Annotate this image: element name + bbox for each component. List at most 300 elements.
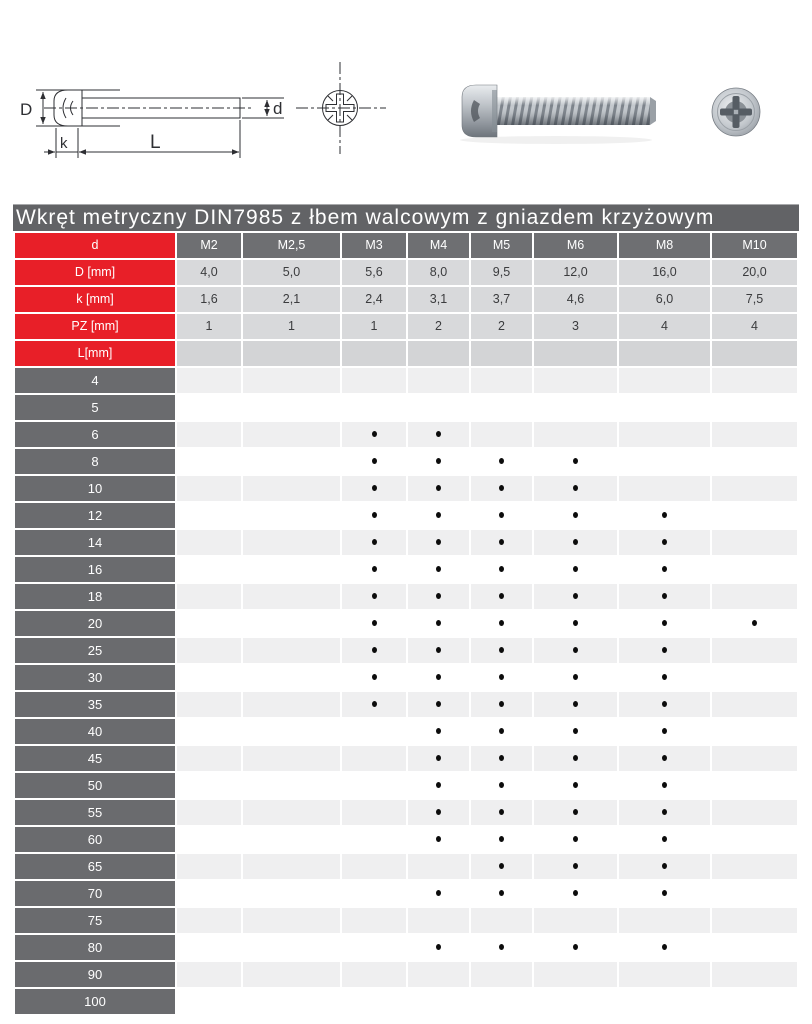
availability-dot [436, 539, 441, 545]
availability-cell [243, 449, 340, 474]
spec-row [15, 287, 797, 312]
availability-dot [573, 728, 578, 734]
availability-cell [712, 503, 797, 528]
header-d-label: d [15, 233, 175, 258]
availability-dot [499, 809, 504, 815]
availability-dot [436, 782, 441, 788]
column-header: M4 [408, 233, 469, 258]
availability-dot [499, 512, 504, 518]
availability-cell [534, 611, 617, 636]
spec-value-cell: 3,1 [408, 287, 469, 312]
length-label: 50 [15, 773, 175, 798]
column-header: M5 [471, 233, 532, 258]
availability-dot [436, 809, 441, 815]
product-photo [460, 85, 760, 144]
availability-cell [243, 746, 340, 771]
length-label: 25 [15, 638, 175, 663]
availability-cell [471, 638, 532, 663]
availability-dot [662, 701, 667, 707]
availability-dot [436, 674, 441, 680]
availability-dot [372, 431, 377, 437]
column-header: M2,5 [243, 233, 340, 258]
availability-cell [534, 908, 617, 933]
length-label: 6 [15, 422, 175, 447]
length-label: 90 [15, 962, 175, 987]
availability-dot [499, 836, 504, 842]
column-header: M6 [534, 233, 617, 258]
availability-dot [499, 890, 504, 896]
availability-cell [534, 449, 617, 474]
availability-cell [243, 530, 340, 555]
availability-dot [436, 566, 441, 572]
availability-dot [573, 485, 578, 491]
availability-cell [534, 773, 617, 798]
availability-cell [471, 449, 532, 474]
availability-cell [471, 908, 532, 933]
availability-cell [619, 503, 710, 528]
availability-cell [408, 503, 469, 528]
length-row [15, 503, 797, 528]
length-header-row [15, 341, 797, 366]
column-header: M3 [342, 233, 406, 258]
length-header-cell [243, 341, 340, 366]
availability-cell [342, 854, 406, 879]
size-table-section [0, 204, 812, 1016]
availability-cell [408, 692, 469, 717]
availability-cell [619, 881, 710, 906]
length-row [15, 530, 797, 555]
availability-cell [177, 584, 241, 609]
spec-value-cell: 3 [534, 314, 617, 339]
availability-dot [573, 863, 578, 869]
availability-cell [342, 476, 406, 501]
availability-dot [436, 701, 441, 707]
length-row [15, 611, 797, 636]
length-label: 70 [15, 881, 175, 906]
availability-cell [342, 368, 406, 393]
availability-cell [177, 881, 241, 906]
availability-cell [342, 746, 406, 771]
length-row [15, 773, 797, 798]
availability-cell [471, 692, 532, 717]
length-row [15, 854, 797, 879]
availability-dot [573, 836, 578, 842]
length-row [15, 962, 797, 987]
availability-cell [534, 962, 617, 987]
spec-row-label: PZ [mm] [15, 314, 175, 339]
length-row [15, 989, 797, 1014]
availability-cell [342, 962, 406, 987]
length-label: 14 [15, 530, 175, 555]
availability-dot [662, 566, 667, 572]
availability-dot [372, 647, 377, 653]
availability-dot [499, 485, 504, 491]
availability-cell [243, 368, 340, 393]
availability-cell [619, 638, 710, 663]
availability-cell [243, 611, 340, 636]
length-label: 45 [15, 746, 175, 771]
dim-label-d: d [273, 99, 283, 118]
availability-cell [534, 665, 617, 690]
length-label: 65 [15, 854, 175, 879]
length-label: 4 [15, 368, 175, 393]
availability-cell [177, 557, 241, 582]
availability-cell [534, 638, 617, 663]
availability-cell [712, 854, 797, 879]
dimension-k [44, 128, 78, 158]
availability-cell [534, 827, 617, 852]
size-header-row [15, 233, 797, 258]
availability-cell [619, 611, 710, 636]
length-label: 10 [15, 476, 175, 501]
availability-cell [712, 395, 797, 420]
availability-cell [342, 395, 406, 420]
availability-cell [408, 557, 469, 582]
availability-dot [499, 728, 504, 734]
length-label: 35 [15, 692, 175, 717]
availability-cell [619, 854, 710, 879]
spec-value-cell: 3,7 [471, 287, 532, 312]
availability-cell [534, 368, 617, 393]
availability-cell [471, 503, 532, 528]
length-row [15, 557, 797, 582]
availability-cell [534, 395, 617, 420]
length-label: 60 [15, 827, 175, 852]
length-header-cell [534, 341, 617, 366]
availability-cell [408, 854, 469, 879]
availability-cell [243, 800, 340, 825]
length-row [15, 476, 797, 501]
availability-cell [408, 719, 469, 744]
availability-cell [177, 611, 241, 636]
length-label: 75 [15, 908, 175, 933]
spec-value-cell: 6,0 [619, 287, 710, 312]
availability-dot [662, 674, 667, 680]
availability-cell [619, 962, 710, 987]
availability-cell [243, 665, 340, 690]
availability-cell [408, 746, 469, 771]
photo-screw-head-on [712, 88, 760, 136]
availability-dot [499, 566, 504, 572]
availability-cell [177, 395, 241, 420]
availability-dot [662, 593, 667, 599]
length-label: 16 [15, 557, 175, 582]
availability-cell [471, 395, 532, 420]
availability-cell [534, 935, 617, 960]
availability-cell [177, 962, 241, 987]
availability-cell [177, 692, 241, 717]
availability-cell [619, 422, 710, 447]
availability-cell [243, 827, 340, 852]
availability-dot [662, 836, 667, 842]
availability-cell [534, 746, 617, 771]
spec-row [15, 314, 797, 339]
availability-dot [752, 620, 757, 626]
length-row [15, 827, 797, 852]
availability-cell [619, 557, 710, 582]
availability-cell [342, 800, 406, 825]
availability-cell [408, 611, 469, 636]
availability-cell [177, 935, 241, 960]
availability-cell [534, 422, 617, 447]
spec-row-label: k [mm] [15, 287, 175, 312]
length-row [15, 908, 797, 933]
length-row [15, 638, 797, 663]
availability-cell [712, 611, 797, 636]
availability-cell [471, 854, 532, 879]
dim-label-k: k [60, 135, 68, 152]
availability-dot [372, 593, 377, 599]
availability-cell [408, 476, 469, 501]
availability-cell [408, 422, 469, 447]
availability-dot [662, 647, 667, 653]
availability-cell [712, 665, 797, 690]
availability-dot [573, 647, 578, 653]
spec-value-cell: 16,0 [619, 260, 710, 285]
length-row [15, 449, 797, 474]
availability-cell [471, 557, 532, 582]
availability-dot [499, 782, 504, 788]
availability-cell [177, 719, 241, 744]
length-label: 40 [15, 719, 175, 744]
availability-cell [619, 827, 710, 852]
length-label: 55 [15, 800, 175, 825]
availability-dot [573, 566, 578, 572]
availability-dot [662, 809, 667, 815]
availability-dot [662, 539, 667, 545]
spec-value-cell: 2 [471, 314, 532, 339]
availability-cell [408, 935, 469, 960]
availability-cell [243, 503, 340, 528]
availability-cell [619, 692, 710, 717]
availability-cell [712, 746, 797, 771]
length-row [15, 422, 797, 447]
availability-dot [372, 485, 377, 491]
availability-cell [619, 908, 710, 933]
spec-value-cell: 1 [177, 314, 241, 339]
availability-cell [177, 530, 241, 555]
length-row [15, 665, 797, 690]
availability-cell [712, 719, 797, 744]
length-label: 12 [15, 503, 175, 528]
availability-dot [436, 485, 441, 491]
availability-cell [177, 827, 241, 852]
availability-cell [534, 503, 617, 528]
availability-cell [243, 638, 340, 663]
spec-value-cell: 4,0 [177, 260, 241, 285]
availability-cell [408, 665, 469, 690]
availability-dot [499, 620, 504, 626]
length-label: 18 [15, 584, 175, 609]
availability-cell [471, 962, 532, 987]
length-row [15, 692, 797, 717]
availability-cell [342, 692, 406, 717]
spec-value-cell: 5,6 [342, 260, 406, 285]
spec-row [15, 260, 797, 285]
availability-dot [662, 863, 667, 869]
availability-cell [712, 827, 797, 852]
availability-cell [177, 908, 241, 933]
dim-label-L: L [150, 132, 161, 153]
availability-cell [243, 854, 340, 879]
availability-dot [499, 539, 504, 545]
availability-cell [177, 773, 241, 798]
spec-value-cell: 2,4 [342, 287, 406, 312]
availability-dot [499, 863, 504, 869]
availability-cell [177, 854, 241, 879]
availability-cell [534, 692, 617, 717]
availability-cell [712, 368, 797, 393]
availability-cell [243, 962, 340, 987]
availability-cell [408, 989, 469, 1014]
availability-cell [177, 368, 241, 393]
availability-cell [342, 422, 406, 447]
availability-cell [471, 746, 532, 771]
length-row [15, 368, 797, 393]
availability-cell [534, 989, 617, 1014]
spec-value-cell: 1,6 [177, 287, 241, 312]
availability-cell [342, 611, 406, 636]
availability-dot [436, 512, 441, 518]
availability-cell [471, 881, 532, 906]
length-row [15, 800, 797, 825]
photo-screw-side [460, 85, 656, 144]
availability-dot [662, 512, 667, 518]
availability-cell [408, 881, 469, 906]
availability-cell [243, 584, 340, 609]
length-label: 80 [15, 935, 175, 960]
availability-dot [662, 620, 667, 626]
availability-cell [619, 800, 710, 825]
spec-row-label: D [mm] [15, 260, 175, 285]
spec-value-cell: 9,5 [471, 260, 532, 285]
availability-dot [436, 728, 441, 734]
availability-cell [177, 746, 241, 771]
column-header: M8 [619, 233, 710, 258]
availability-cell [243, 989, 340, 1014]
availability-dot [436, 944, 441, 950]
availability-dot [573, 809, 578, 815]
availability-cell [342, 989, 406, 1014]
dim-label-D: D [20, 100, 33, 119]
availability-cell [243, 935, 340, 960]
availability-dot [436, 890, 441, 896]
spec-value-cell: 2 [408, 314, 469, 339]
length-rows [15, 368, 797, 1014]
availability-cell [534, 881, 617, 906]
availability-dot [573, 701, 578, 707]
availability-dot [662, 890, 667, 896]
availability-cell [342, 503, 406, 528]
length-header-cell [408, 341, 469, 366]
availability-cell [619, 665, 710, 690]
availability-cell [342, 908, 406, 933]
availability-dot [436, 458, 441, 464]
top-graphics-svg [0, 0, 812, 204]
spec-rows [15, 260, 797, 339]
availability-cell [342, 584, 406, 609]
availability-cell [342, 530, 406, 555]
availability-dot [499, 593, 504, 599]
availability-cell [534, 530, 617, 555]
column-header: M2 [177, 233, 241, 258]
availability-cell [712, 530, 797, 555]
availability-cell [471, 665, 532, 690]
length-header-cell [712, 341, 797, 366]
length-header-label: L[mm] [15, 341, 175, 366]
availability-cell [342, 638, 406, 663]
availability-dot [372, 458, 377, 464]
availability-dot [372, 620, 377, 626]
availability-cell [534, 854, 617, 879]
length-header-body [15, 341, 797, 366]
availability-cell [619, 719, 710, 744]
availability-cell [712, 773, 797, 798]
length-header-cell [177, 341, 241, 366]
availability-cell [408, 962, 469, 987]
availability-cell [243, 557, 340, 582]
availability-cell [619, 449, 710, 474]
availability-cell [342, 827, 406, 852]
availability-dot [662, 755, 667, 761]
length-header-cell [619, 341, 710, 366]
availability-cell [342, 773, 406, 798]
availability-cell [534, 584, 617, 609]
availability-dot [436, 647, 441, 653]
availability-dot [372, 566, 377, 572]
availability-cell [471, 584, 532, 609]
availability-cell [712, 800, 797, 825]
technical-drawing [20, 62, 386, 158]
availability-cell [177, 422, 241, 447]
availability-cell [177, 665, 241, 690]
availability-dot [573, 512, 578, 518]
availability-dot [499, 755, 504, 761]
availability-cell [177, 800, 241, 825]
availability-dot [499, 944, 504, 950]
availability-cell [619, 584, 710, 609]
availability-cell [712, 908, 797, 933]
availability-cell [471, 800, 532, 825]
length-label: 100 [15, 989, 175, 1014]
length-row [15, 584, 797, 609]
availability-dot [573, 944, 578, 950]
availability-cell [408, 530, 469, 555]
availability-cell [619, 935, 710, 960]
availability-dot [573, 890, 578, 896]
availability-cell [408, 773, 469, 798]
length-row [15, 935, 797, 960]
length-header-cell [471, 341, 532, 366]
availability-cell [471, 719, 532, 744]
spec-value-cell: 5,0 [243, 260, 340, 285]
availability-dot [436, 755, 441, 761]
availability-cell [712, 638, 797, 663]
availability-cell [534, 719, 617, 744]
availability-cell [342, 665, 406, 690]
spec-value-cell: 1 [342, 314, 406, 339]
availability-cell [471, 368, 532, 393]
availability-cell [408, 368, 469, 393]
length-label: 30 [15, 665, 175, 690]
length-header-cell [342, 341, 406, 366]
spec-value-cell: 8,0 [408, 260, 469, 285]
availability-dot [573, 755, 578, 761]
availability-dot [436, 431, 441, 437]
availability-dot [573, 458, 578, 464]
availability-cell [408, 800, 469, 825]
availability-cell [243, 908, 340, 933]
